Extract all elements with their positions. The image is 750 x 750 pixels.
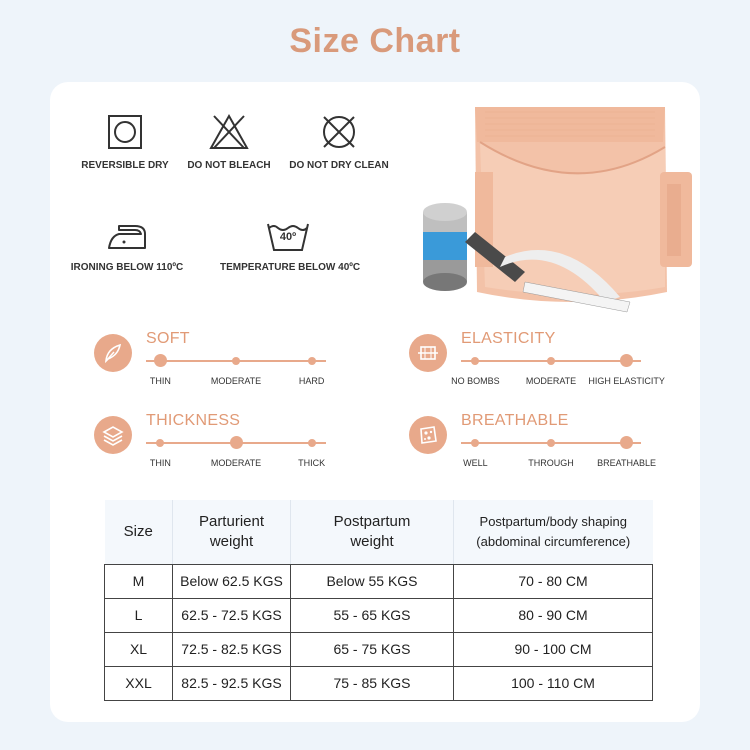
care-label: DO NOT DRY CLEAN [289,160,389,171]
cell-circumference: 70 - 80 CM [454,564,653,598]
slider-dot [547,357,555,365]
slider-tick-label: HARD [298,376,325,386]
slider-dot [156,439,164,447]
care-label: REVERSIBLE DRY [81,160,169,171]
header-postpartum-weight: Postpartum weight [291,500,454,564]
table-row [105,598,653,632]
cell-circumference: 100 - 110 CM [454,666,653,700]
size-chart-card [50,82,700,722]
page-title: Size Chart [289,22,461,60]
stretch-icon [409,334,447,372]
slider-tick-label: HIGH ELASTICITY [588,376,665,386]
feature-title: BREATHABLE [461,412,569,429]
care-label: DO NOT BLEACH [187,160,271,171]
slider-selected-dot [230,436,243,449]
slider-selected-dot [154,354,167,367]
cell-size: XXL [105,666,173,700]
care-item-ironing [62,220,192,273]
feature-title: THICKNESS [146,412,241,429]
feature-breathable [409,412,659,486]
cell-size: M [105,564,173,598]
slider-dot [232,357,240,365]
slider-dot [308,439,316,447]
header-abdominal-circumference: Postpartum/body shaping (abdominal circumference) [454,500,653,564]
slider-selected-dot [620,436,633,449]
slider-tick-label: THROUGH [528,458,574,468]
care-label: TEMPERATURE BELOW 40ºC [220,262,361,273]
slider-dot [471,357,479,365]
slider-tick-label: MODERATE [210,376,262,386]
slider-dot [308,357,316,365]
slider-dot [547,439,555,447]
cell-parturient-weight: 82.5 - 92.5 KGS [173,666,291,700]
slider-tick-label: NO BOMBS [451,376,500,386]
care-label: IRONING BELOW 110ºC [70,262,184,273]
cell-parturient-weight: 72.5 - 82.5 KGS [173,632,291,666]
slider-tick-label: THICK [298,458,326,468]
slider-tick-label: THIN [149,458,171,468]
slider-tick-label: MODERATE [525,376,577,386]
cell-circumference: 80 - 90 CM [454,598,653,632]
slider-selected-dot [620,354,633,367]
table-header-row [105,500,653,564]
wash-temperature-badge: 40º [279,231,297,243]
care-item-do-not-dry-clean [274,112,404,171]
care-item-temperature [220,220,361,273]
cell-parturient-weight: 62.5 - 72.5 KGS [173,598,291,632]
feather-icon [94,334,132,372]
table-row [105,564,653,598]
size-table [104,500,653,701]
slider-tick-label: WELL [463,458,488,468]
do-not-bleach-icon [208,112,250,152]
cell-postpartum-weight: 55 - 65 KGS [291,598,454,632]
do-not-dry-clean-icon [319,112,359,152]
cell-size: XL [105,632,173,666]
feature-soft [94,330,344,404]
feature-title: SOFT [146,330,190,347]
sponge-icon [409,416,447,454]
slider-tick-label: MODERATE [210,458,262,468]
feature-elasticity [409,330,665,404]
cell-parturient-weight: Below 62.5 KGS [173,564,291,598]
feature-title: ELASTICITY [461,330,556,347]
cell-size: L [105,598,173,632]
table-row [105,632,653,666]
cell-circumference: 90 - 100 CM [454,632,653,666]
maternity-belt-image [405,92,695,327]
header-parturient-weight: Parturient weight [173,500,291,564]
iron-icon [105,220,149,254]
cell-postpartum-weight: 65 - 75 KGS [291,632,454,666]
header-size: Size [105,500,173,564]
slider-tick-label: BREATHABLE [597,458,657,468]
table-row [105,666,653,700]
cell-postpartum-weight: 75 - 85 KGS [291,666,454,700]
slider-dot [471,439,479,447]
feature-thickness [94,412,344,486]
reversible-dry-icon [105,112,145,152]
cell-postpartum-weight: Below 55 KGS [291,564,454,598]
layers-icon [94,416,132,454]
slider-tick-label: THIN [149,376,171,386]
